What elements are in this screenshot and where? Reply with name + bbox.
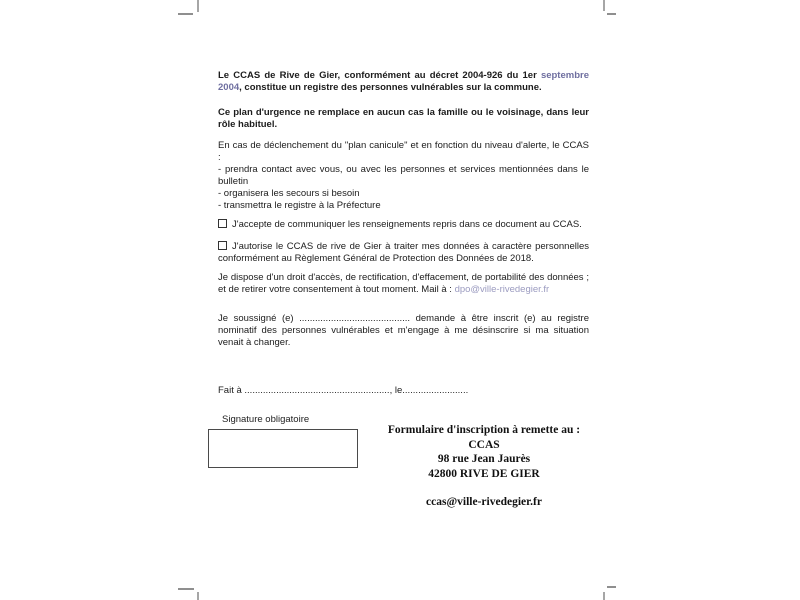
paragraph-soussigne: Je soussigné (e) .......................................... demande à être inscrit (e) au registre nominatif des personnes vulnérables et m'engage à me désinscrire si ma situation venait à changer.	[218, 313, 589, 348]
consent-accept-label: J'accepte de communiquer les renseignements repris dans ce document au CCAS.	[232, 219, 582, 230]
canicule-item-secours: - organisera les secours si besoin	[218, 188, 360, 199]
crop-mark-bottom-left-vertical	[197, 592, 199, 600]
address-title: Formulaire d'inscription à remette au :	[387, 424, 581, 436]
dpo-email-link[interactable]: dpo@ville-rivedegier.fr	[454, 284, 550, 295]
paragraph-decree	[218, 70, 589, 94]
ccas-email[interactable]: ccas@ville-rivedegier.fr	[426, 496, 542, 508]
signature-label: Signature obligatoire	[222, 414, 310, 425]
consent-line-accept	[218, 219, 589, 231]
address-block	[370, 423, 598, 510]
decree-text-pre: Le CCAS de Rive de Gier, conformément au décret 2004-926 du 1er	[218, 70, 541, 81]
crop-mark-top-left-vertical	[197, 0, 199, 12]
crop-mark-bottom-left-horizontal	[178, 588, 194, 590]
document-body	[218, 70, 589, 397]
canicule-item-prefecture: - transmettra le registre à la Préfecture	[218, 200, 381, 211]
address-street: 98 rue Jean Jaurès	[437, 453, 531, 465]
crop-mark-top-right-horizontal	[607, 13, 616, 15]
consent-authorize-label: J'autorise le CCAS de rive de Gier à traiter mes données à caractère personnelles conformément au Règlement Général de Protection des Données de 2018.	[218, 241, 589, 264]
crop-mark-top-left-horizontal	[178, 13, 193, 15]
paragraph-rights	[218, 272, 589, 296]
paragraph-plan-urgence: Ce plan d'urgence ne remplace en aucun cas la famille ou le voisinage, dans leur rôle habituel.	[218, 107, 589, 130]
address-city: 42800 RIVE DE GIER	[428, 467, 540, 480]
signature-box[interactable]	[208, 429, 358, 468]
crop-mark-bottom-right-vertical	[603, 592, 605, 600]
address-org: CCAS	[468, 438, 500, 451]
septembre-2004-link[interactable]: septembre 2004	[218, 70, 589, 93]
crop-mark-top-right-vertical	[603, 0, 605, 11]
checkbox-icon-accept[interactable]	[218, 219, 227, 228]
crop-mark-bottom-right-horizontal	[607, 586, 616, 588]
rights-text: Je dispose d'un droit d'accès, de rectification, d'effacement, de portabilité des données ; et de retirer votre consentement à tout moment. Mail à :	[218, 272, 589, 295]
consent-line-authorize	[218, 241, 589, 265]
paragraph-canicule	[218, 140, 589, 212]
checkbox-icon-authorize[interactable]	[218, 241, 227, 250]
canicule-item-contact: - prendra contact avec vous, ou avec les personnes et services mentionnées dans le bulletin	[218, 164, 589, 187]
decree-text-post: , constitue un registre des personnes vulnérables sur la commune.	[239, 82, 542, 93]
canicule-intro: En cas de déclenchement du "plan canicule" et en fonction du niveau d'alerte, le CCAS :	[218, 140, 589, 163]
fait-a-line: Fait à ......................................................., le.........................	[218, 385, 469, 396]
